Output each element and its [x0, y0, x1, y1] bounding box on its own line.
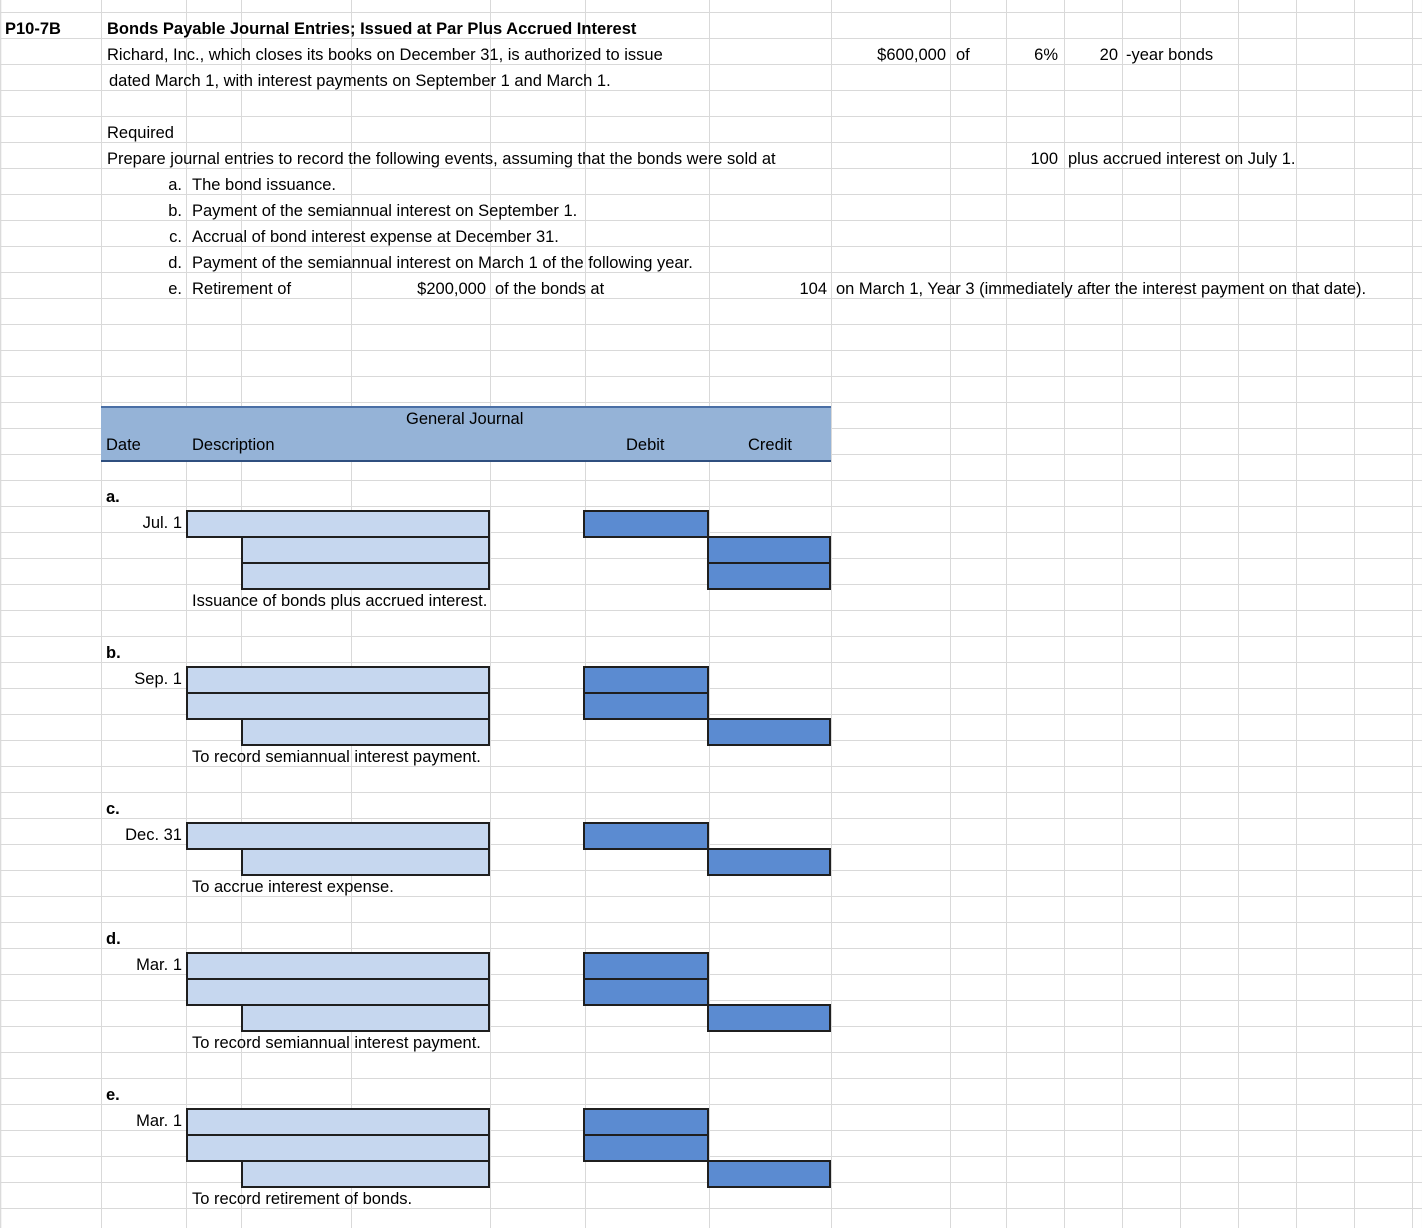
entry-e-debit-account-1-input[interactable] — [186, 1108, 490, 1136]
entry-e-credit-amount-input[interactable] — [707, 1160, 831, 1188]
entry-c-memo: To accrue interest expense. — [192, 878, 394, 896]
entry-b-debit-account-1-input[interactable] — [186, 666, 490, 694]
bond-term: 20 — [1099, 46, 1118, 64]
entry-b-memo: To record semiannual interest payment. — [192, 748, 481, 766]
entry-a-credit-account-1-input[interactable] — [241, 536, 490, 564]
retire-amount: $200,000 — [417, 280, 486, 298]
retire-price: 104 — [799, 280, 827, 298]
entry-d-debit-account-1-input[interactable] — [186, 952, 490, 980]
entry-e-letter: e. — [106, 1086, 120, 1104]
entry-b-credit-amount-input[interactable] — [707, 718, 831, 746]
col-credit: Credit — [748, 436, 793, 454]
of-label: of — [956, 46, 970, 64]
entry-c-credit-amount-input[interactable] — [707, 848, 831, 876]
entry-d-date: Mar. 1 — [136, 956, 182, 974]
item-c-text: Accrual of bond interest expense at December 31. — [192, 228, 559, 246]
entry-c-credit-account-input[interactable] — [241, 848, 490, 876]
item-d-letter: d. — [168, 254, 182, 272]
entry-a-debit-account-input[interactable] — [186, 510, 490, 538]
entry-c-date: Dec. 31 — [125, 826, 182, 844]
item-e-text-1: Retirement of — [192, 280, 292, 298]
entry-d-credit-amount-input[interactable] — [707, 1004, 831, 1032]
item-a-letter: a. — [168, 176, 182, 194]
col-description: Description — [192, 436, 275, 454]
item-d-text: Payment of the semiannual interest on March 1 of the following year. — [192, 254, 693, 272]
entry-b-date: Sep. 1 — [134, 670, 182, 688]
col-debit: Debit — [626, 436, 665, 454]
entry-e-debit-amount-1-input[interactable] — [583, 1108, 709, 1136]
entry-a-letter: a. — [106, 488, 120, 506]
entry-d-memo: To record semiannual interest payment. — [192, 1034, 481, 1052]
entry-a-memo: Issuance of bonds plus accrued interest. — [192, 592, 488, 610]
required-intro: Prepare journal entries to record the following events, assuming that the bonds were sold at — [107, 150, 776, 168]
entry-b-credit-account-input[interactable] — [241, 718, 490, 746]
entry-e-date: Mar. 1 — [136, 1112, 182, 1130]
required-label: Required — [107, 124, 174, 142]
item-a-text: The bond issuance. — [192, 176, 337, 194]
entry-e-debit-amount-2-input[interactable] — [583, 1134, 709, 1162]
item-b-text: Payment of the semiannual interest on September 1. — [192, 202, 578, 220]
entry-d-debit-account-2-input[interactable] — [186, 978, 490, 1006]
entry-a-debit-amount-input[interactable] — [583, 510, 709, 538]
problem-line-1: Richard, Inc., which closes its books on December 31, is authorized to issue — [107, 46, 663, 64]
entry-e-memo: To record retirement of bonds. — [192, 1190, 413, 1208]
entry-d-debit-amount-1-input[interactable] — [583, 952, 709, 980]
entry-b-debit-amount-2-input[interactable] — [583, 692, 709, 720]
item-e-text-2: of the bonds at — [495, 280, 605, 298]
item-e-text-3: on March 1, Year 3 (immediately after the interest payment on that date). — [836, 280, 1367, 298]
entry-e-credit-account-input[interactable] — [241, 1160, 490, 1188]
problem-code: P10-7B — [5, 20, 61, 38]
item-b-letter: b. — [168, 202, 182, 220]
entry-a-credit-amount-2-input[interactable] — [707, 562, 831, 590]
entry-c-debit-account-input[interactable] — [186, 822, 490, 850]
entry-c-letter: c. — [106, 800, 120, 818]
problem-line-2: dated March 1, with interest payments on September 1 and March 1. — [109, 72, 611, 90]
journal-title: General Journal — [406, 410, 524, 428]
entry-d-letter: d. — [106, 930, 121, 948]
entry-a-credit-account-2-input[interactable] — [241, 562, 490, 590]
entry-b-letter: b. — [106, 644, 121, 662]
face-value: $600,000 — [877, 46, 946, 64]
entry-a-credit-amount-1-input[interactable] — [707, 536, 831, 564]
sale-price: 100 — [1030, 150, 1058, 168]
problem-title: Bonds Payable Journal Entries; Issued at Par Plus Accrued Interest — [107, 20, 637, 38]
entry-c-debit-amount-input[interactable] — [583, 822, 709, 850]
col-date: Date — [106, 436, 141, 454]
entry-b-debit-amount-1-input[interactable] — [583, 666, 709, 694]
item-c-letter: c. — [169, 228, 182, 246]
entry-d-credit-account-input[interactable] — [241, 1004, 490, 1032]
entry-b-debit-account-2-input[interactable] — [186, 692, 490, 720]
entry-a-date: Jul. 1 — [142, 514, 182, 532]
sale-price-suffix: plus accrued interest on July 1. — [1068, 150, 1296, 168]
bond-term-suffix: -year bonds — [1126, 46, 1214, 64]
interest-rate: 6% — [1034, 46, 1058, 64]
entry-e-debit-account-2-input[interactable] — [186, 1134, 490, 1162]
item-e-letter: e. — [168, 280, 182, 298]
entry-d-debit-amount-2-input[interactable] — [583, 978, 709, 1006]
